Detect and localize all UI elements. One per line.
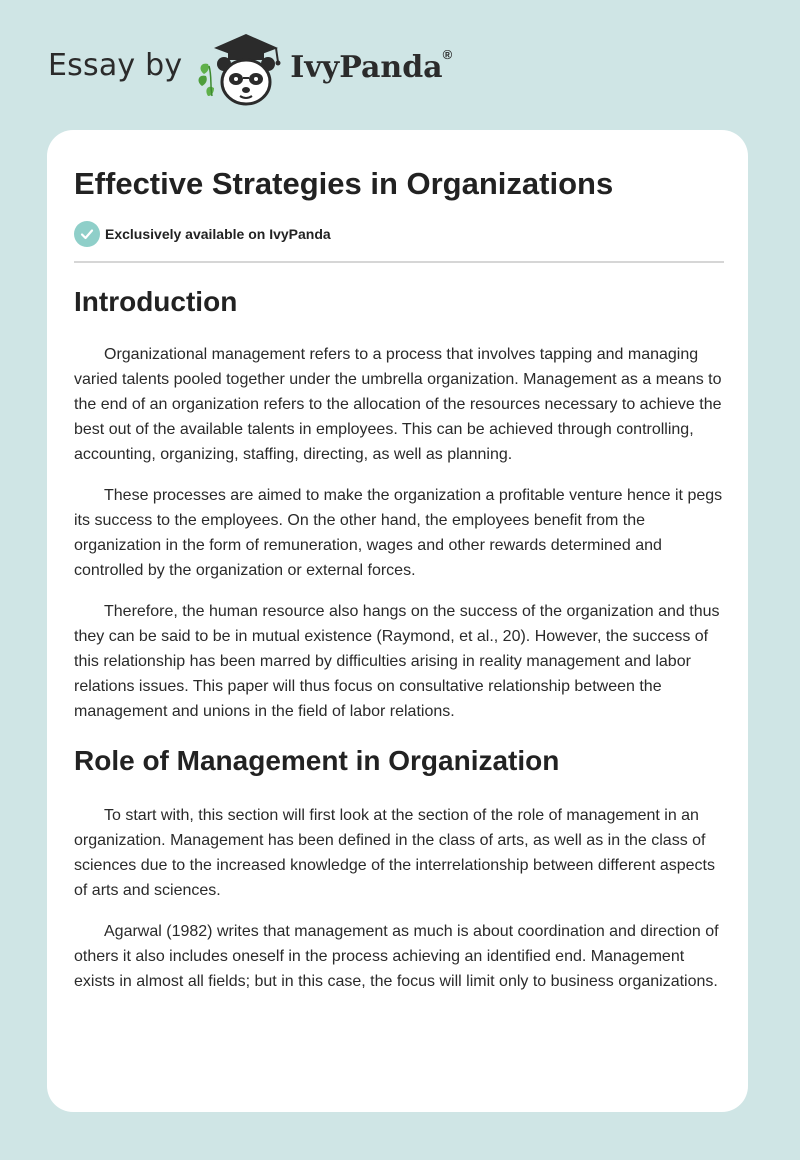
paragraph: These processes are aimed to make the organization a profitable venture hence it pegs its success to the employees. On the other hand, the employees benefit from the organization in the form of remuneration, wages and other rewards determined and controlled by the organization or external forces.	[74, 487, 723, 579]
brand-logo[interactable]	[48, 30, 452, 110]
paragraph: Agarwal (1982) writes that management as much is about coordination and direction of others it also includes oneself in the process achieving an identified end. Management exists in almost all fields; but in this case, the focus will limit only to business organizations.	[74, 923, 719, 990]
essay-card	[47, 130, 748, 1112]
paragraph: Organizational management refers to a process that involves tapping and managing varied talents pooled together under the umbrella organization. Management as a means to the end of an organization refers to the allocation of the resources necessary to achieve the best out of the available talents in employees. This can be achieved through controlling, accounting, organizing, staffing, directing, as well as planning.	[74, 346, 722, 463]
section-heading-role-of-management: Role of Management in Organization	[74, 745, 560, 776]
paragraph: Therefore, the human resource also hangs on the success of the organization and thus they can be said to be in mutual existence (Raymond, et al., 20). However, the success of this relationship has been marred by difficulties arising in reality management and labor relations issues. This paper will thus focus on consultative relationship between the management and unions in the field of labor relations.	[74, 603, 720, 720]
panda-mascot-icon	[196, 30, 288, 110]
page-title: Effective Strategies in Organizations	[74, 166, 614, 201]
badge-text: Exclusively available on IvyPanda	[105, 226, 331, 242]
exclusive-badge	[74, 221, 331, 247]
check-icon	[74, 221, 100, 247]
divider	[74, 261, 724, 263]
brand-name: IvyPanda®	[290, 47, 453, 85]
section-heading-introduction: Introduction	[74, 286, 238, 317]
paragraph: To start with, this section will first look at the section of the role of management in an organization. Management has been defined in the class of arts, as well as in the class of sciences due to the increased knowledge of the interrelationship between different aspects of arts and sciences.	[74, 807, 715, 899]
brand-prefix: Essay by	[48, 47, 183, 83]
